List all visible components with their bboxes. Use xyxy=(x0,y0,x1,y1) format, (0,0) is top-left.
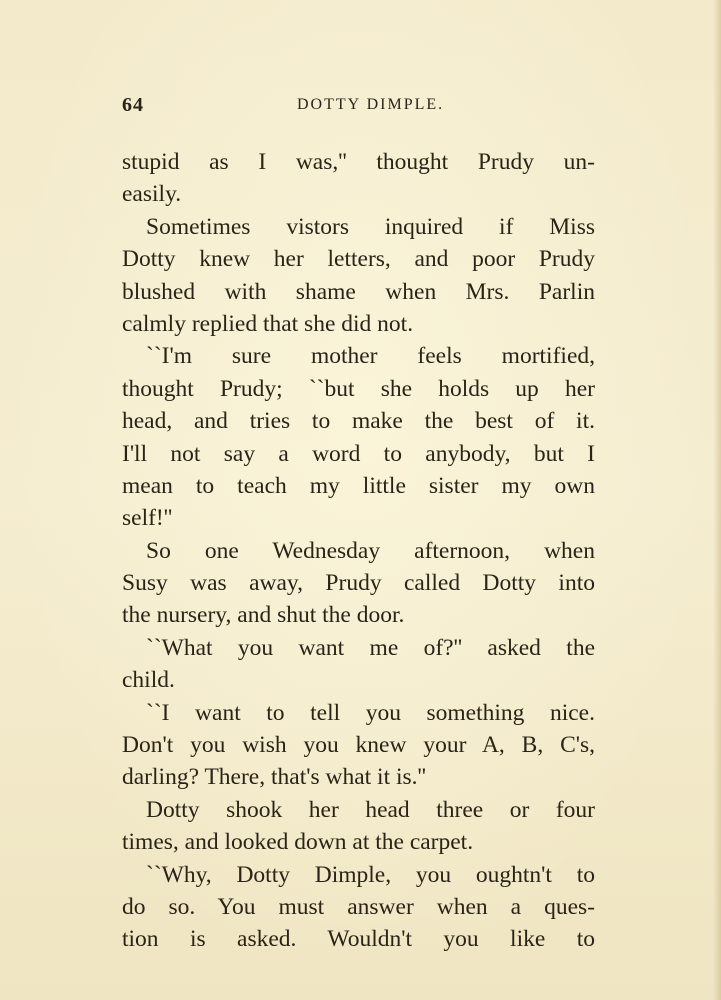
text-line: self!'' xyxy=(122,505,173,532)
text-line: blushed with shame when Mrs. Parlin xyxy=(122,278,595,305)
text-line: stupid as I was,'' thought Prudy un- xyxy=(122,149,595,175)
text-line: times, and looked down at the carpet. xyxy=(122,829,474,856)
text-line: tion is asked. Wouldn't you like to xyxy=(122,926,595,953)
text-line: calmly replied that she did not. xyxy=(122,310,414,337)
page-edge-shadow xyxy=(713,0,721,1000)
text-line: child. xyxy=(122,667,175,694)
text-line: I'll not say a word to anybody, but I xyxy=(122,440,595,467)
text-line: the nursery, and shut the door. xyxy=(122,602,405,629)
text-line: Dotty shook her head three or four xyxy=(146,796,595,823)
text-line: Susy was away, Prudy called Dotty into xyxy=(122,570,595,597)
text-line: Dotty knew her letters, and poor Prudy xyxy=(122,246,595,273)
text-line: So one Wednesday afternoon, when xyxy=(146,537,595,564)
page-header xyxy=(122,94,595,124)
text-line: ``Why, Dotty Dimple, you oughtn't to xyxy=(146,861,595,888)
text-line: do so. You must answer when a ques- xyxy=(122,893,595,920)
running-title: DOTTY DIMPLE. xyxy=(297,96,445,113)
text-line: head, and tries to make the best of it. xyxy=(122,408,595,435)
text-line: thought Prudy; ``but she holds up her xyxy=(122,375,595,402)
text-line: mean to teach my little sister my own xyxy=(122,472,595,499)
text-line: darling? There, that's what it is.'' xyxy=(122,764,426,791)
text-line: Sometimes vistors inquired if Miss xyxy=(146,213,595,240)
text-line: ``I want to tell you something nice. xyxy=(146,699,595,726)
text-line: Don't you wish you knew your A, B, C's, xyxy=(122,732,595,759)
body-text xyxy=(122,146,595,956)
text-line: ``I'm sure mother feels mortified, xyxy=(146,343,595,370)
page-number: 64 xyxy=(122,94,144,116)
text-line: easily. xyxy=(122,181,182,208)
text-line: ``What you want me of?'' asked the xyxy=(146,634,595,661)
